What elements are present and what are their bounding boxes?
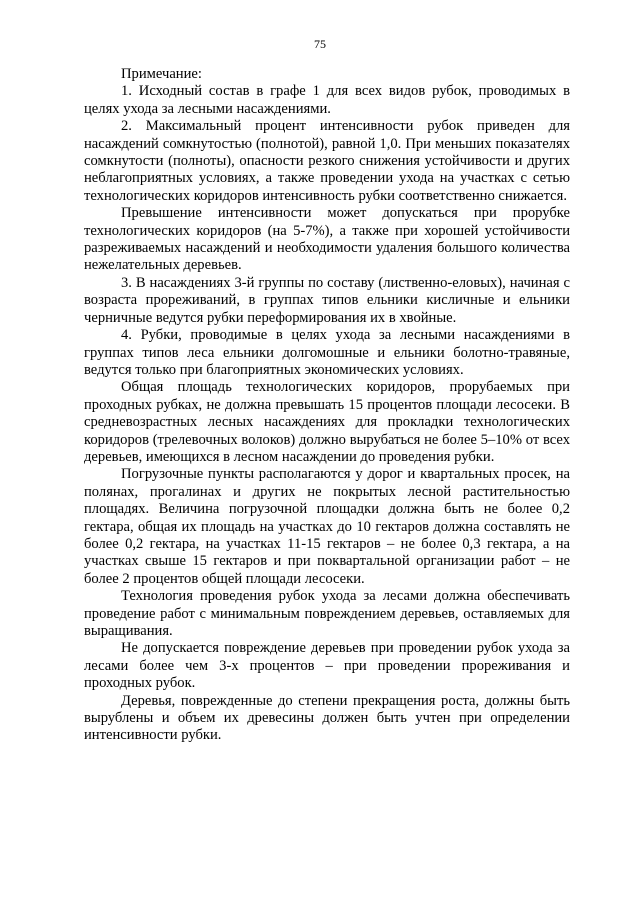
paragraph-intensity-excess: Превышение интенсивности может допускаться при прорубке технологических коридоров (на 5-7%), а также при хорошей устойчивости разреживаемых насаждений и необходимости удаления большого количества нежелательных деревьев.: [84, 205, 570, 274]
paragraph-damaged-trees: Деревья, поврежденные до степени прекращения роста, должны быть вырублены и объем их древесины должен быть учтен при определении интенсивности рубки.: [84, 692, 570, 744]
paragraph-note-2: 2. Максимальный процент интенсивности рубок приведен для насаждений сомкнутостью (полнотой), равной 1,0. При меньших показателях сомкнутости (полноты), опасности резкого снижения устойчивости и других неблагоприятных условиях, а также проведении ухода на участках с сетью технологических коридоров интенсивность рубки соответственно снижается.: [84, 118, 570, 204]
paragraph-corridors: Общая площадь технологических коридоров, прорубаемых при проходных рубках, не должна превышать 15 процентов площади лесосеки. В средневозрастных лесных насаждениях для прокладки технологических коридоров (трелевочных волоков) должно вырубаться не более 5–10% от всех деревьев, имеющихся в лесном насаждении до проведения рубки.: [84, 379, 570, 465]
paragraph-technology: Технология проведения рубок ухода за лесами должна обеспечивать проведение работ с минимальным повреждением деревьев, оставляемых для выращивания.: [84, 588, 570, 639]
paragraph-note-1: 1. Исходный состав в графе 1 для всех видов рубок, проводимых в целях ухода за лесными насаждениями.: [84, 83, 570, 117]
page-number: 75: [314, 37, 326, 51]
paragraph-note-4: 4. Рубки, проводимые в целях ухода за лесными насаждениями в группах типов леса ельники долгомошные и ельники болотно-травяные, ведутся только при благоприятных экономических условиях.: [84, 327, 570, 378]
paragraph-damage-limit: Не допускается повреждение деревьев при проведении рубок ухода за лесами более чем 3-х процентов – при проведении прореживания и проходных рубок.: [84, 640, 570, 692]
paragraph-note-3: 3. В насаждениях 3-й группы по составу (лиственно-еловых), начиная с возраста прореживаний, в группах типов ельники кисличные и ельники черничные ведутся рубки переформирования их в хвойные.: [84, 274, 570, 326]
document-body: [84, 66, 570, 745]
note-heading: Примечание:: [121, 66, 202, 82]
paragraph-loading-points: Погрузочные пункты располагаются у дорог и квартальных просек, на полянах, прогалинах и других не покрытых лесной растительностью площадях. Величина погрузочной площадки должна быть не более 0,2 гектара, общая их площадь на участках до 10 гектаров должна составлять не более 0,2 гектара, на участках 11-15 гектаров – не более 0,3 гектара, а на участках свыше 15 гектаров и при поквартальной организации работ – не более 2 процентов общей площади лесосеки.: [84, 466, 570, 587]
